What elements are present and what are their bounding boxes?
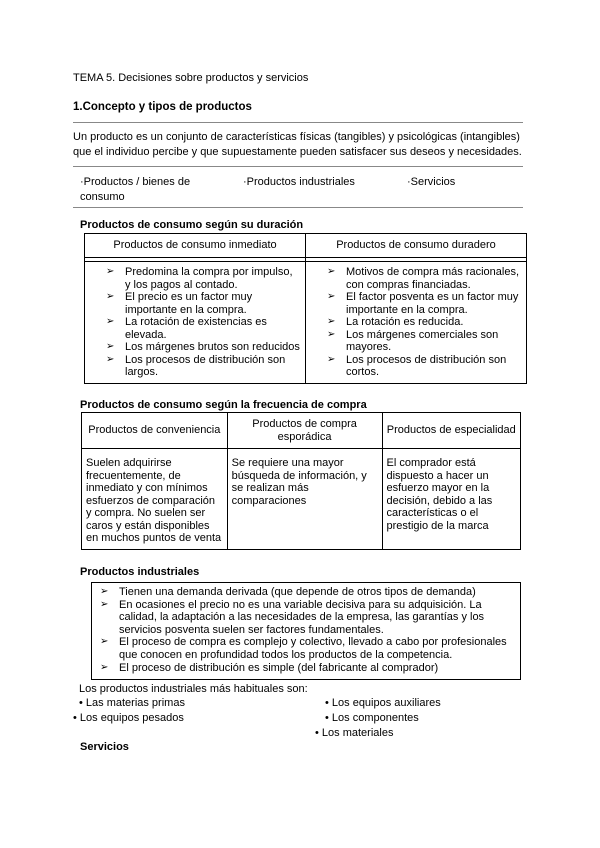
header-especialidad: Productos de especialidad: [382, 413, 521, 449]
category-industriales: ·Productos industriales: [243, 176, 355, 188]
divider: [73, 122, 523, 123]
list-item-text: Tienen una demanda derivada (que depende de otros tipos de demanda): [119, 586, 476, 598]
arrow-bullet-icon: ➢: [100, 586, 109, 597]
list-item: [324, 291, 522, 316]
list-item-text: El factor posventa es un factor muy importante en la compra.: [346, 291, 519, 316]
intro-paragraph: [73, 130, 528, 160]
list-item: [324, 316, 522, 329]
arrow-bullet-icon: ➢: [327, 316, 336, 327]
list-item-text: Motivos de compra más racionales, con compras financiadas.: [346, 266, 520, 291]
list-item: [97, 599, 516, 637]
document-title: TEMA 5. Decisiones sobre productos y servicios: [73, 72, 309, 84]
list-item: [103, 291, 301, 316]
heading-frecuencia: Productos de consumo según la frecuencia de compra: [80, 399, 367, 411]
header-esporadica: Productos de compra esporádica: [227, 413, 382, 449]
category-servicios: ·Servicios: [407, 176, 456, 188]
cell-consumo-inmediato: [85, 262, 306, 384]
list-item: [324, 354, 522, 379]
category-consumo: [80, 175, 190, 205]
arrow-bullet-icon: ➢: [106, 291, 115, 302]
cell-especialidad: El comprador está dispuesto a hacer un esfuerzo mayor en la decisión, debido a las características o el prestigio de la marca: [382, 449, 521, 550]
list-item-text: Los márgenes brutos son reducidos: [125, 341, 300, 353]
list-item-text: Los procesos de distribución son cortos.: [346, 353, 507, 378]
heading-servicios: Servicios: [80, 741, 129, 753]
list-item-text: La rotación es reducida.: [346, 316, 464, 328]
category-consumo-line1: ·Productos / bienes de: [80, 176, 191, 188]
list-duradero: [324, 266, 522, 379]
list-item-text: En ocasiones el precio no es una variable decisiva para su adquisición. La calidad, la adaptación a las necesidades de la empresa, las garantías y los servicios posventa suelen ser factores fundamentales.: [119, 598, 485, 636]
arrow-bullet-icon: ➢: [100, 661, 109, 673]
table-duracion: [84, 233, 527, 384]
header-conveniencia: Productos de conveniencia: [82, 413, 228, 449]
arrow-bullet-icon: ➢: [327, 291, 336, 302]
category-consumo-line2: consumo: [80, 191, 125, 203]
arrow-bullet-icon: ➢: [327, 353, 336, 365]
table-frecuencia: [81, 412, 521, 550]
list-item-text: El precio es un factor muy importante en la compra.: [125, 291, 253, 316]
list-item: [103, 341, 301, 354]
section-heading-concepto: 1.Concepto y tipos de productos: [73, 101, 252, 113]
cell-esporadica: Se requiere una mayor búsqueda de información, y se realizan más comparaciones: [227, 449, 382, 550]
heading-duracion: Productos de consumo según su duración: [80, 219, 304, 231]
habituales-intro: Los productos industriales más habituales son:: [79, 683, 308, 695]
list-item-text: La rotación de existencias es elevada.: [125, 316, 267, 341]
habitual-item: • Los materiales: [315, 727, 394, 739]
header-consumo-inmediato: Productos de consumo inmediato: [85, 234, 306, 258]
intro-line-1: Un producto es un conjunto de características físicas (tangibles) y psicológicas (intangibles): [73, 131, 520, 143]
arrow-bullet-icon: ➢: [106, 316, 115, 327]
habitual-item: • Los equipos auxiliares: [325, 697, 441, 709]
divider: [73, 207, 523, 208]
header-consumo-duradero: Productos de consumo duradero: [306, 234, 527, 258]
arrow-bullet-icon: ➢: [106, 353, 115, 365]
cell-consumo-duradero: [306, 262, 527, 384]
list-item-text: Predomina la compra por impulso, y los pagos al contado.: [125, 266, 293, 291]
list-industriales: [97, 586, 516, 674]
arrow-bullet-icon: ➢: [100, 636, 109, 648]
list-item-text: El proceso de compra es complejo y colectivo, llevado a cabo por profesionales que conocen en profundidad todos los productos de la competencia.: [119, 636, 507, 661]
list-item: [103, 316, 301, 341]
list-item-text: Los procesos de distribución son largos.: [125, 353, 286, 378]
list-item: [103, 354, 301, 379]
list-item: [324, 266, 522, 291]
list-item-text: Los márgenes comerciales son mayores.: [346, 328, 499, 353]
intro-line-2: que el individuo percibe y que supuestamente pueden satisfacer sus deseos y necesidades.: [73, 146, 522, 158]
arrow-bullet-icon: ➢: [327, 328, 336, 340]
list-item: [103, 266, 301, 291]
habitual-item: • Los equipos pesados: [73, 712, 184, 724]
arrow-bullet-icon: ➢: [327, 266, 336, 277]
cell-conveniencia: Suelen adquirirse frecuentemente, de inmediato y con mínimos esfuerzos de comparación y compra. No suelen ser caros y están disponibles en muchos puntos de venta: [82, 449, 228, 550]
heading-industriales: Productos industriales: [80, 566, 200, 578]
habitual-item: • Los componentes: [325, 712, 419, 724]
list-item: [97, 636, 516, 661]
list-item: [97, 586, 516, 599]
arrow-bullet-icon: ➢: [100, 598, 109, 610]
list-item: [324, 329, 522, 354]
arrow-bullet-icon: ➢: [106, 341, 115, 352]
divider: [73, 166, 523, 167]
habitual-item: • Las materias primas: [79, 697, 185, 709]
arrow-bullet-icon: ➢: [106, 266, 115, 277]
list-item: [97, 662, 516, 675]
list-item-text: El proceso de distribución es simple (del fabricante al comprador): [119, 661, 439, 674]
box-industriales: [91, 582, 521, 680]
list-inmediato: [103, 266, 301, 379]
